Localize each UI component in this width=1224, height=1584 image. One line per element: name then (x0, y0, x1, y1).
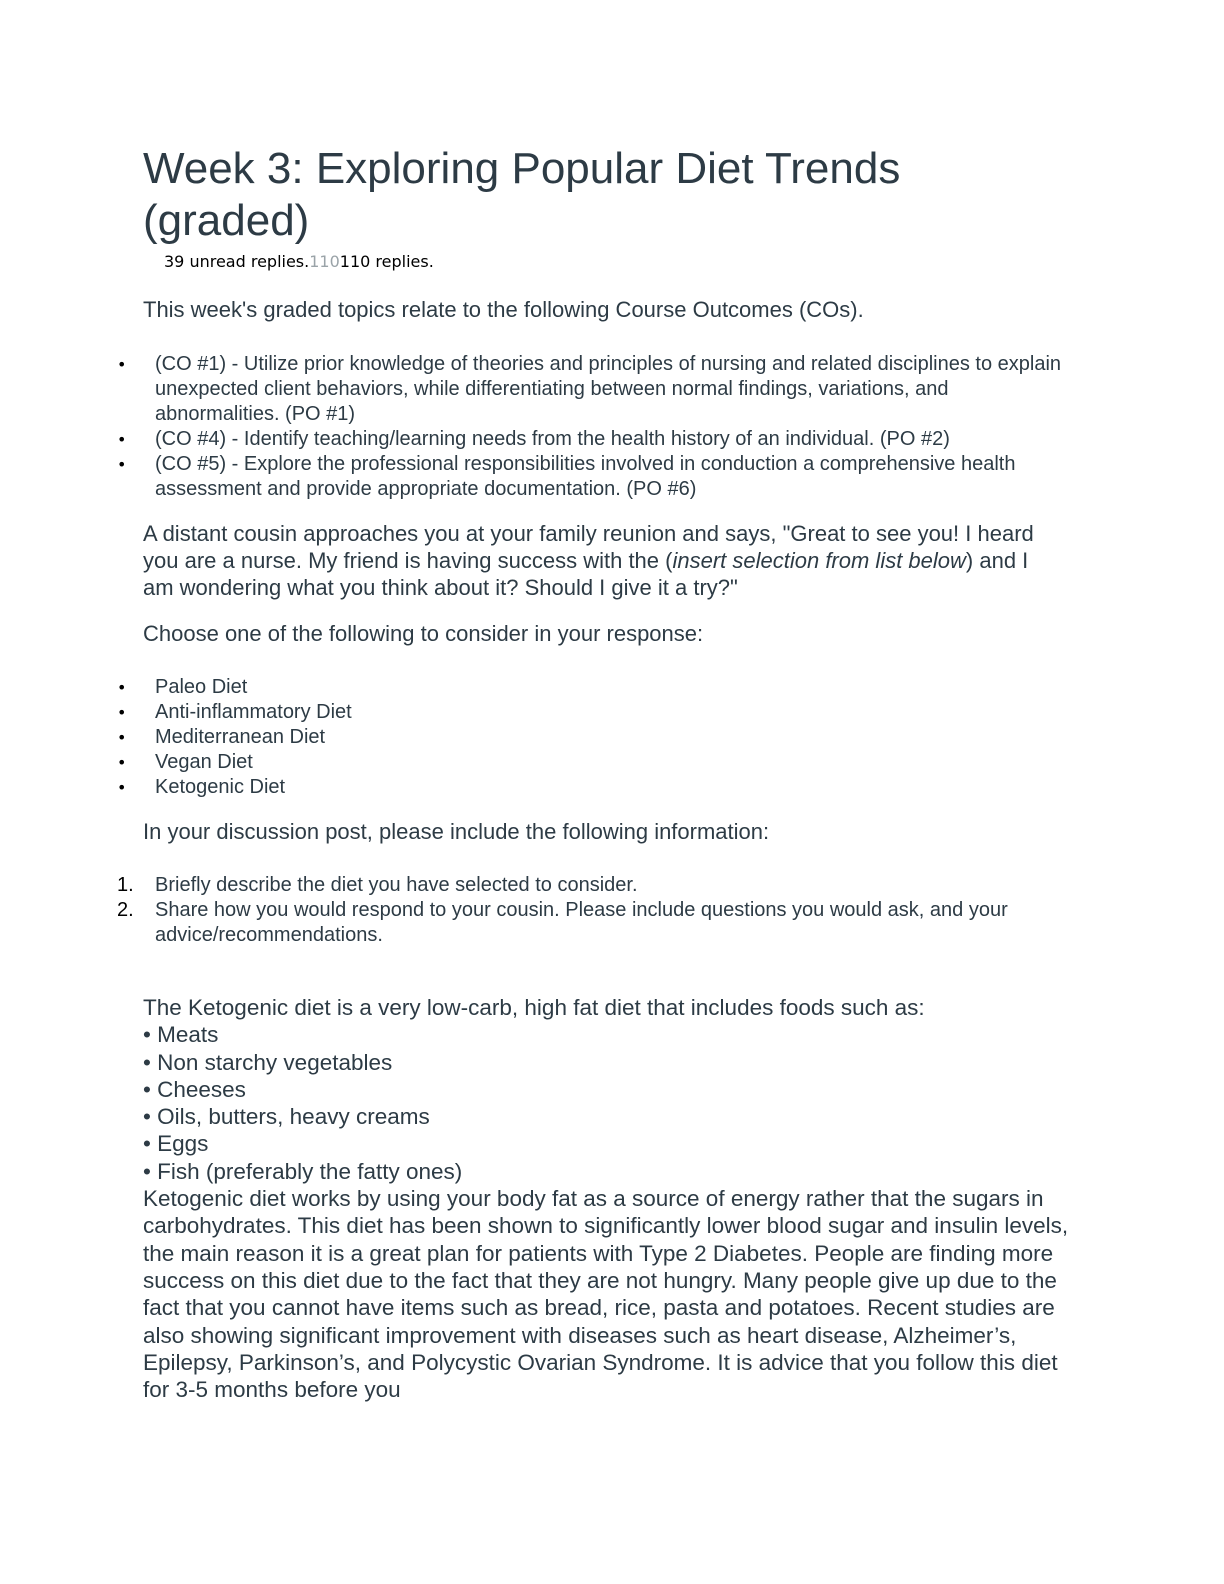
answer-lead: The Ketogenic diet is a very low-carb, high fat diet that includes foods such as: (143, 995, 925, 1020)
bullet-marker: • (117, 430, 127, 449)
food-item: • Meats (143, 1022, 219, 1048)
list-item (0, 352, 1070, 427)
list-item (0, 873, 1070, 898)
food-item: • Oils, butters, heavy creams (143, 1104, 430, 1130)
diet-option: Paleo Diet (155, 676, 248, 698)
food-item: • Cheeses (143, 1076, 246, 1102)
list-item (0, 675, 1070, 700)
faded-reply-count: 110 (309, 252, 340, 271)
list-item (0, 775, 1070, 800)
scenario-text (143, 520, 1053, 601)
food-item: • Non starchy vegetables (143, 1049, 393, 1075)
bullet-marker: • (117, 728, 127, 747)
scenario-before: A distant cousin approaches you at your family reunion and says, "Great to see you! I heard you are a nurse. My friend is having success with the ( (143, 521, 1034, 573)
bullet-marker: • (117, 703, 127, 722)
page-title: Week 3: Exploring Popular Diet Trends (graded) (143, 144, 901, 245)
bullet-marker: • (117, 455, 127, 474)
list-item (0, 700, 1070, 725)
requirements-list (0, 873, 1070, 948)
reply-count (164, 252, 434, 271)
scenario-italic: insert selection from list below (672, 548, 966, 573)
outcome-text: (CO #1) - Utilize prior knowledge of theories and principles of nursing and related disciplines to explain unexpected client behaviors, while differentiating between normal findings, variations, and abnormalities. (PO #1) (155, 353, 1062, 425)
course-outcomes-list (0, 352, 1070, 502)
list-item (0, 452, 1070, 502)
bullet-marker: • (117, 355, 127, 374)
requirement-text: Briefly describe the diet you have selected to consider. (155, 874, 638, 896)
number-marker: 2. (117, 899, 134, 921)
choose-prompt: Choose one of the following to consider in your response: (143, 621, 704, 646)
food-item: • Fish (preferably the fatty ones) (143, 1158, 463, 1184)
list-item (0, 725, 1070, 750)
total-replies: 110 replies. (339, 252, 434, 271)
diet-option: Vegan Diet (155, 751, 253, 773)
diet-option: Mediterranean Diet (155, 726, 326, 748)
diet-option: Anti-inflammatory Diet (155, 701, 352, 723)
diet-options-list (0, 675, 1070, 800)
number-marker: 1. (117, 874, 134, 896)
outcome-text: (CO #4) - Identify teaching/learning needs from the health history of an individual. (PO #2) (155, 428, 950, 450)
unread-replies: 39 unread replies. (164, 252, 310, 271)
list-item (0, 427, 1070, 452)
outcome-text: (CO #5) - Explore the professional responsibilities involved in conduction a comprehensive health assessment and provide appropriate documentation. (PO #6) (155, 453, 1016, 500)
answer-explanation: Ketogenic diet works by using your body fat as a source of energy rather that the sugars in carbohydrates. This diet has been shown to significantly lower blood sugar and insulin levels, the main reason it is a great plan for patients with Type 2 Diabetes. People are finding more success on this diet due to the fact that they are not hungry. Many people give up due to the fact that you cannot have items such as bread, rice, pasta and potatoes. Recent studies are also showing significant improvement with diseases such as heart disease, Alzheimer’s, Epilepsy, Parkinson’s, and Polycystic Ovarian Syndrome. It is advice that you follow this diet for 3-5 months before you (143, 1186, 1069, 1403)
list-item (0, 750, 1070, 775)
include-prompt: In your discussion post, please include the following information: (143, 819, 770, 844)
list-item (0, 898, 1070, 948)
diet-option: Ketogenic Diet (155, 776, 286, 798)
scenario-after: ) and I am wondering what you think about it? Should I give it a try?" (143, 548, 1029, 600)
bullet-marker: • (117, 678, 127, 697)
bullet-marker: • (117, 753, 127, 772)
requirement-text: Share how you would respond to your cousin. Please include questions you would ask, and your advice/recommendations. (155, 899, 1008, 946)
answer-body (143, 994, 1078, 1403)
food-item: • Eggs (143, 1131, 209, 1157)
bullet-marker: • (117, 778, 127, 797)
intro-text: This week's graded topics relate to the following Course Outcomes (COs). (143, 297, 864, 322)
